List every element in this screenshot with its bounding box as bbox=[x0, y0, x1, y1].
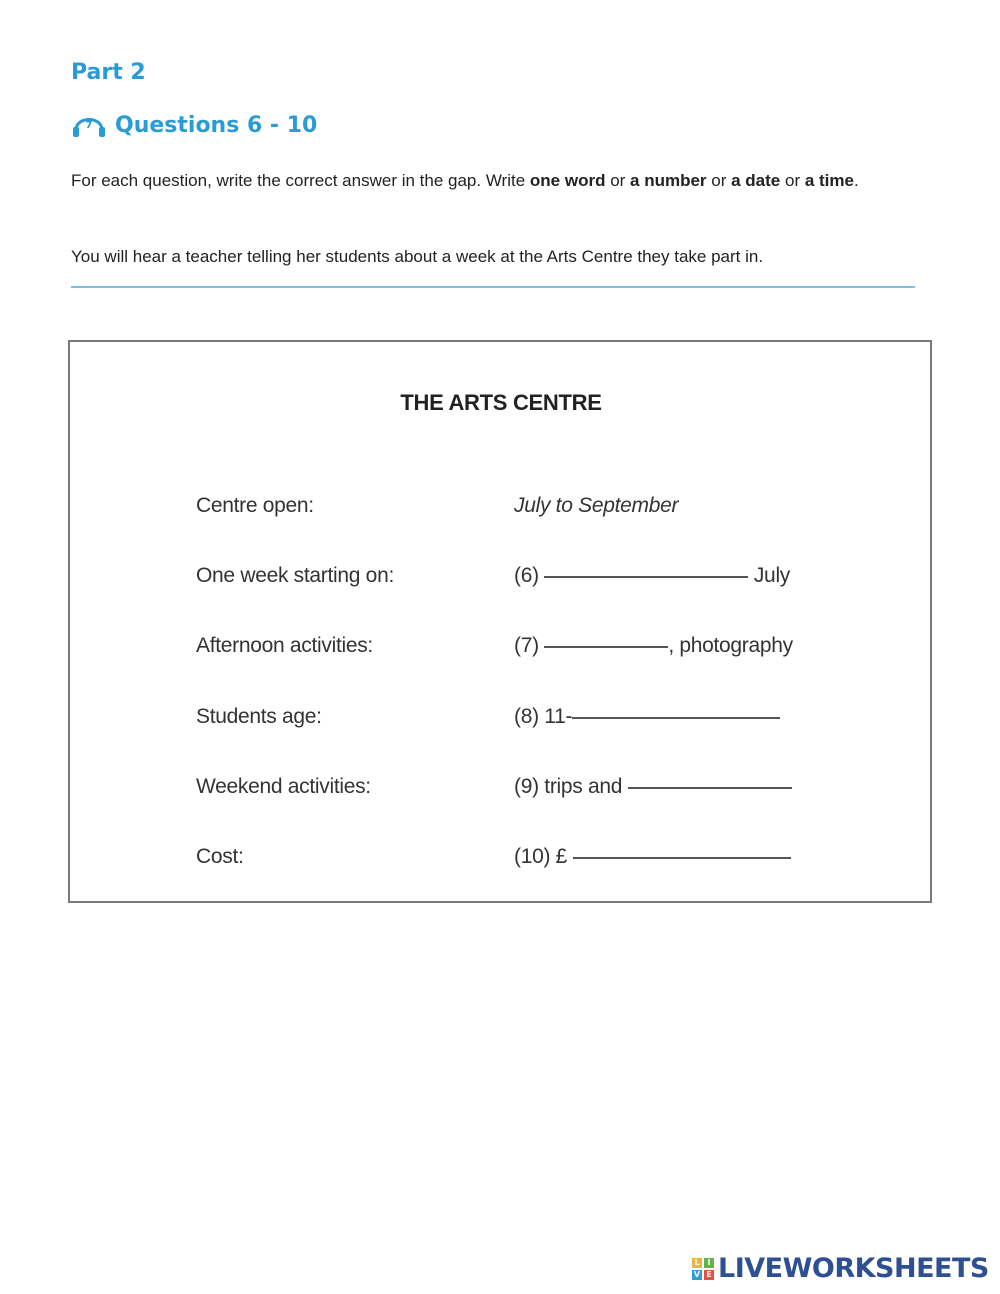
form-row-cost bbox=[196, 845, 896, 885]
form-title: THE ARTS CENTRE bbox=[400, 390, 602, 415]
form-value bbox=[514, 705, 780, 729]
logo-tile: I bbox=[704, 1258, 714, 1268]
form-value bbox=[514, 634, 793, 658]
instructions-a-date: a date bbox=[731, 171, 781, 190]
questions-heading bbox=[71, 110, 317, 140]
divider bbox=[71, 286, 915, 288]
answer-gap-7[interactable] bbox=[544, 646, 668, 648]
answer-gap-9[interactable] bbox=[628, 787, 792, 789]
form-value bbox=[514, 775, 792, 799]
question-number: (8) 11- bbox=[514, 705, 573, 728]
instructions-or: or bbox=[605, 171, 631, 190]
form-row-students-age bbox=[196, 705, 896, 745]
headphones-icon[interactable] bbox=[71, 110, 107, 140]
instructions-a-time: a time bbox=[804, 171, 854, 190]
answer-gap-6[interactable] bbox=[544, 576, 748, 578]
form-value bbox=[514, 564, 790, 588]
form-row-weekend-activities bbox=[196, 775, 896, 815]
answer-gap-8[interactable] bbox=[572, 717, 780, 719]
question-number: (6) bbox=[514, 564, 539, 587]
instructions-end: . bbox=[853, 171, 859, 190]
form-row-start-date bbox=[196, 564, 896, 604]
instructions-or: or bbox=[706, 171, 732, 190]
form-value bbox=[514, 494, 678, 518]
answer-suffix: July bbox=[753, 564, 791, 587]
form-label: Cost: bbox=[196, 845, 244, 868]
form-row-afternoon-activities bbox=[196, 634, 896, 674]
form-row-centre-open bbox=[196, 494, 896, 534]
answer-suffix: , photography bbox=[668, 634, 793, 657]
logo-tile: L bbox=[692, 1258, 702, 1268]
liveworksheets-logo[interactable] bbox=[692, 1253, 989, 1284]
track-number: 7 bbox=[85, 120, 93, 131]
instructions bbox=[71, 168, 931, 193]
form-label: Students age: bbox=[196, 705, 322, 728]
form-label: Weekend activities: bbox=[196, 775, 371, 798]
form-value bbox=[514, 845, 791, 869]
part-title: Part 2 bbox=[71, 60, 146, 85]
question-number: (10) £ bbox=[514, 845, 568, 868]
form-label: One week starting on: bbox=[196, 564, 394, 587]
instructions-lead: For each question, write the correct answer in the gap. Write bbox=[71, 171, 530, 190]
logo-mark bbox=[692, 1258, 714, 1280]
instructions-one-word: one word bbox=[529, 171, 606, 190]
logo-text: LIVEWORKSHEETS bbox=[718, 1253, 989, 1284]
question-number: (7) bbox=[514, 634, 539, 657]
centre-open-value: July to September bbox=[514, 494, 679, 517]
questions-title: Questions 6 - 10 bbox=[115, 112, 318, 138]
form-label: Afternoon activities: bbox=[196, 634, 373, 657]
arts-centre-form bbox=[68, 340, 932, 903]
context-text: You will hear a teacher telling her students about a week at the Arts Centre they take part in. bbox=[71, 247, 764, 266]
form-label: Centre open: bbox=[196, 494, 314, 517]
logo-tile: V bbox=[693, 1269, 701, 1279]
instructions-a-number: a number bbox=[630, 171, 707, 190]
logo-tile: E bbox=[704, 1270, 714, 1280]
answer-gap-10[interactable] bbox=[573, 857, 791, 859]
instructions-or: or bbox=[780, 171, 805, 190]
question-number: (9) trips and bbox=[514, 775, 623, 798]
